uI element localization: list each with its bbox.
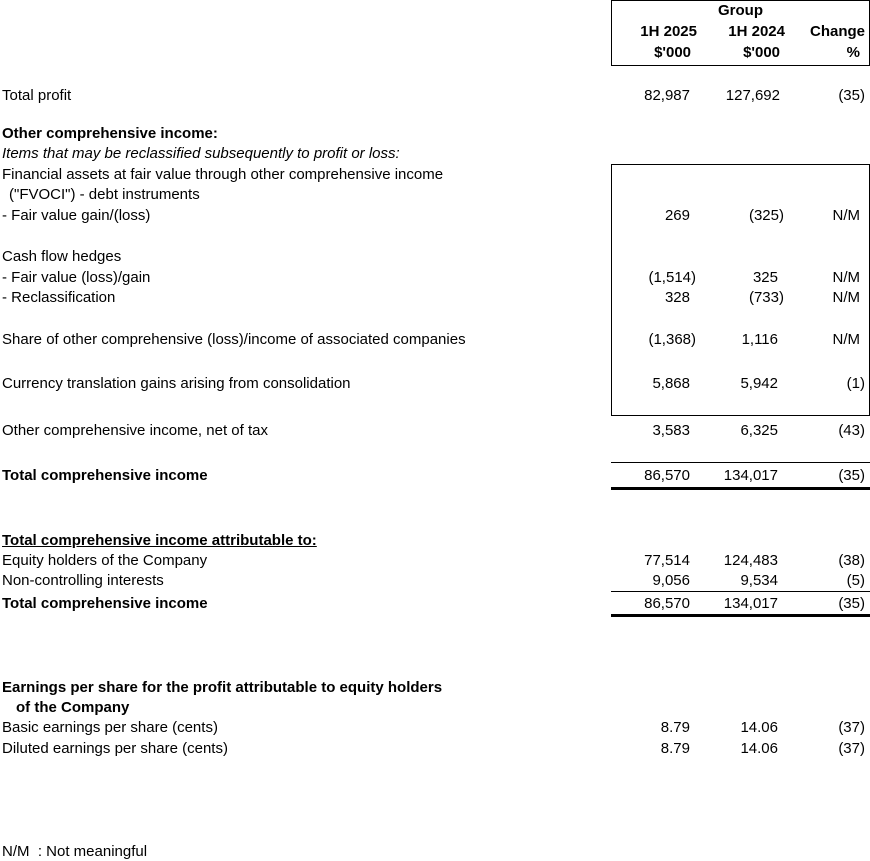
value-1h2025: 8.79: [660, 740, 690, 757]
cfh-heading: Cash flow hedges: [2, 248, 122, 265]
value-change: (35): [838, 595, 865, 612]
value-1h2025: 86,570: [644, 467, 690, 484]
row-label-equity-holders: Equity holders of the Company: [2, 552, 208, 569]
row-label-total-profit: Total profit: [2, 87, 72, 104]
value-1h2025: 8.79: [660, 719, 690, 736]
footnote: N/M : Not meaningful: [2, 843, 148, 860]
value-1h2025: 269: [664, 207, 690, 224]
value-change: (38): [838, 552, 865, 569]
value-1h2024: 5,942: [740, 375, 778, 392]
value-1h2025: 82,987: [644, 87, 690, 104]
attr-heading: Total comprehensive income attributable to:: [2, 532, 317, 549]
tci-double-rule: [611, 487, 870, 490]
value-1h2025: (1,368): [648, 331, 696, 348]
tci2-double-rule: [611, 614, 870, 617]
value-1h2024: 134,017: [723, 467, 778, 484]
value-change: (35): [838, 467, 865, 484]
row-label-share-assoc: Share of other comprehensive (loss)/income of associated companies: [2, 331, 466, 348]
eps-heading-line1: Earnings per share for the profit attributable to equity holders: [2, 679, 443, 696]
row-label-nci: Non-controlling interests: [2, 572, 164, 589]
row-label-currency: Currency translation gains arising from consolidation: [2, 375, 351, 392]
row-label-cfh-fair-value: - Fair value (loss)/gain: [2, 269, 151, 286]
reclass-note: Items that may be reclassified subsequently to profit or loss:: [2, 145, 400, 162]
col3-label: Change: [809, 23, 865, 40]
fvoci-line1: Financial assets at fair value through other comprehensive income: [2, 166, 444, 183]
value-1h2025: 3,583: [652, 422, 690, 439]
value-1h2025: 5,868: [652, 375, 690, 392]
value-1h2024: 127,692: [725, 87, 780, 104]
row-label-basic-eps: Basic earnings per share (cents): [2, 719, 218, 736]
value-change: N/M: [832, 289, 860, 306]
row-label-tci: Total comprehensive income: [2, 467, 208, 484]
col1-unit: $'000: [654, 44, 691, 61]
row-label-cfh-reclass: - Reclassification: [2, 289, 116, 306]
value-1h2024: 9,534: [740, 572, 778, 589]
value-1h2024: 124,483: [723, 552, 778, 569]
row-label-diluted-eps: Diluted earnings per share (cents): [2, 740, 228, 757]
col3-unit: %: [846, 44, 860, 61]
value-1h2024: 14.06: [740, 740, 778, 757]
value-1h2024: 1,116: [741, 331, 778, 348]
value-change: (1): [846, 375, 865, 392]
row-label-tci2: Total comprehensive income: [2, 595, 208, 612]
value-change: (43): [838, 422, 865, 439]
value-change: N/M: [832, 331, 860, 348]
value-1h2025: 328: [664, 289, 690, 306]
oci-heading: Other comprehensive income:: [2, 125, 218, 142]
value-change: N/M: [832, 207, 860, 224]
value-1h2024: 14.06: [740, 719, 778, 736]
value-1h2025: 9,056: [652, 572, 690, 589]
fvoci-line2: ("FVOCI") - debt instruments: [9, 186, 200, 203]
row-label-oci-net: Other comprehensive income, net of tax: [2, 422, 268, 439]
value-1h2024: 6,325: [740, 422, 778, 439]
value-1h2024: 134,017: [723, 595, 778, 612]
value-change: (37): [838, 719, 865, 736]
col2-unit: $'000: [743, 44, 780, 61]
value-1h2025: 77,514: [644, 552, 690, 569]
group-header: Group: [718, 2, 763, 19]
col1-period: 1H 2025: [640, 23, 697, 40]
value-change: (5): [846, 572, 865, 589]
value-change: (37): [838, 740, 865, 757]
row-label-fvoci-gain: - Fair value gain/(loss): [2, 207, 151, 224]
value-1h2024: 325: [752, 269, 778, 286]
value-change: N/M: [832, 269, 860, 286]
value-1h2024: (325): [748, 207, 784, 224]
tci2-top-rule: [611, 591, 870, 592]
tci-top-rule: [611, 462, 870, 463]
value-change: (35): [838, 87, 865, 104]
eps-heading-line2: of the Company: [16, 699, 130, 716]
col2-period: 1H 2024: [728, 23, 785, 40]
value-1h2025: (1,514): [648, 269, 696, 286]
value-1h2024: (733): [748, 289, 784, 306]
value-1h2025: 86,570: [644, 595, 690, 612]
